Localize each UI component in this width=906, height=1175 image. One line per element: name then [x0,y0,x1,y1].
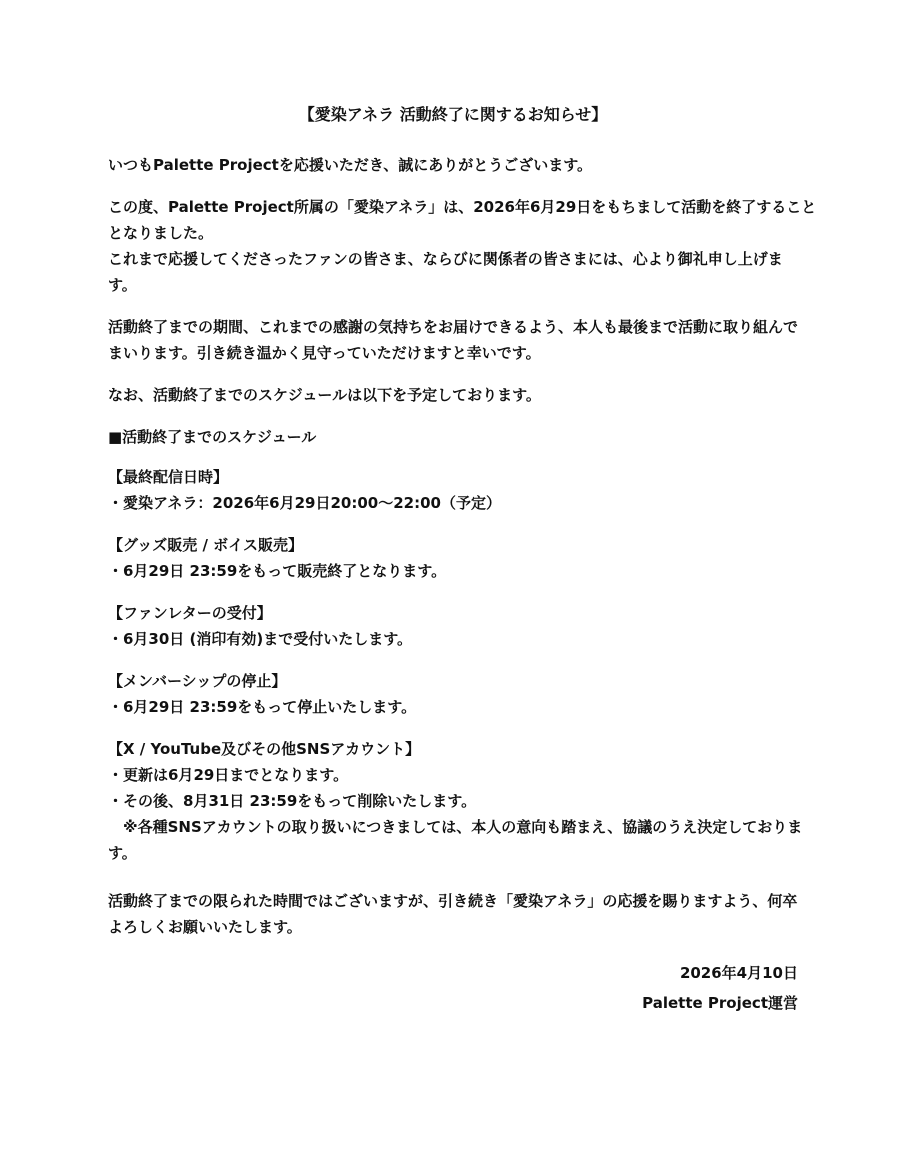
schedule-block-final-stream [108,464,798,516]
schedule-block-heading: 【X / YouTube及びその他SNSアカウント】 [108,740,421,758]
signature-name: Palette Project運営 [642,994,798,1012]
sns-note-line: ※各種SNSアカウントの取り扱いにつきましては、本人の意向も踏まえ、協議のうえ決定しておりま [108,818,803,836]
notice-title: 【愛染アネラ 活動終了に関するお知らせ】 [298,105,608,124]
signature-block [108,960,798,1016]
closing-line: 活動終了までの限られた時間ではございますが、引き続き「愛染アネラ」の応援を賜りますよう、何卒 [108,892,798,910]
schedule-block-goods [108,532,798,584]
announcement-line: この度、Palette Project所属の「愛染アネラ」は、2026年6月29日をもちまして活動を終了すること [108,198,817,216]
schedule-item: ・6月29日 23:59をもって停止いたします。 [108,698,417,716]
schedule-heading: ■活動終了までのスケジュール [108,428,317,446]
schedule-item: ・6月29日 23:59をもって販売終了となります。 [108,562,447,580]
schedule-item: ・愛染アネラ：2026年6月29日20:00〜22:00（予定） [108,494,501,512]
announcement-line: す。 [108,276,137,294]
schedule-block-heading: 【最終配信日時】 [108,468,229,486]
gratitude-paragraph [108,314,798,366]
schedule-block-heading: 【グッズ販売 / ボイス販売】 [108,536,304,554]
schedule-item: ・6月30日 (消印有効)まで受付いたします。 [108,630,413,648]
greeting-paragraph [108,152,798,178]
sns-note-line: す。 [108,844,137,862]
schedule-intro-text: なお、活動終了までのスケジュールは以下を予定しております。 [108,386,541,404]
schedule-block-fan-letter [108,600,798,652]
closing-line: よろしくお願いいたします。 [108,918,302,936]
gratitude-line: 活動終了までの期間、これまでの感謝の気持ちをお届けできるよう、本人も最後まで活動に取り組んで [108,318,799,336]
schedule-item: ・更新は6月29日までとなります。 [108,766,349,784]
announcement-paragraph [108,194,817,298]
schedule-block-heading: 【ファンレターの受付】 [108,604,272,622]
schedule-intro-paragraph [108,382,798,408]
gratitude-line: まいります。引き続き温かく見守っていただけますと幸いです。 [108,344,541,362]
schedule-block-heading: 【メンバーシップの停止】 [108,672,287,690]
notice-date: 2026年4月10日 [679,964,798,982]
closing-paragraph [108,888,798,940]
schedule-block-sns [108,736,803,866]
announcement-line: これまで応援してくださったファンの皆さま、ならびに関係者の皆さまには、心より御礼申し上げま [108,250,783,268]
schedule-block-membership [108,668,798,720]
schedule-item: ・その後、8月31日 23:59をもって削除いたします。 [108,792,477,810]
greeting-text: いつもPalette Projectを応援いただき、誠にありがとうございます。 [108,156,593,174]
announcement-line: となりました。 [108,224,214,242]
notice-document [108,102,817,1020]
